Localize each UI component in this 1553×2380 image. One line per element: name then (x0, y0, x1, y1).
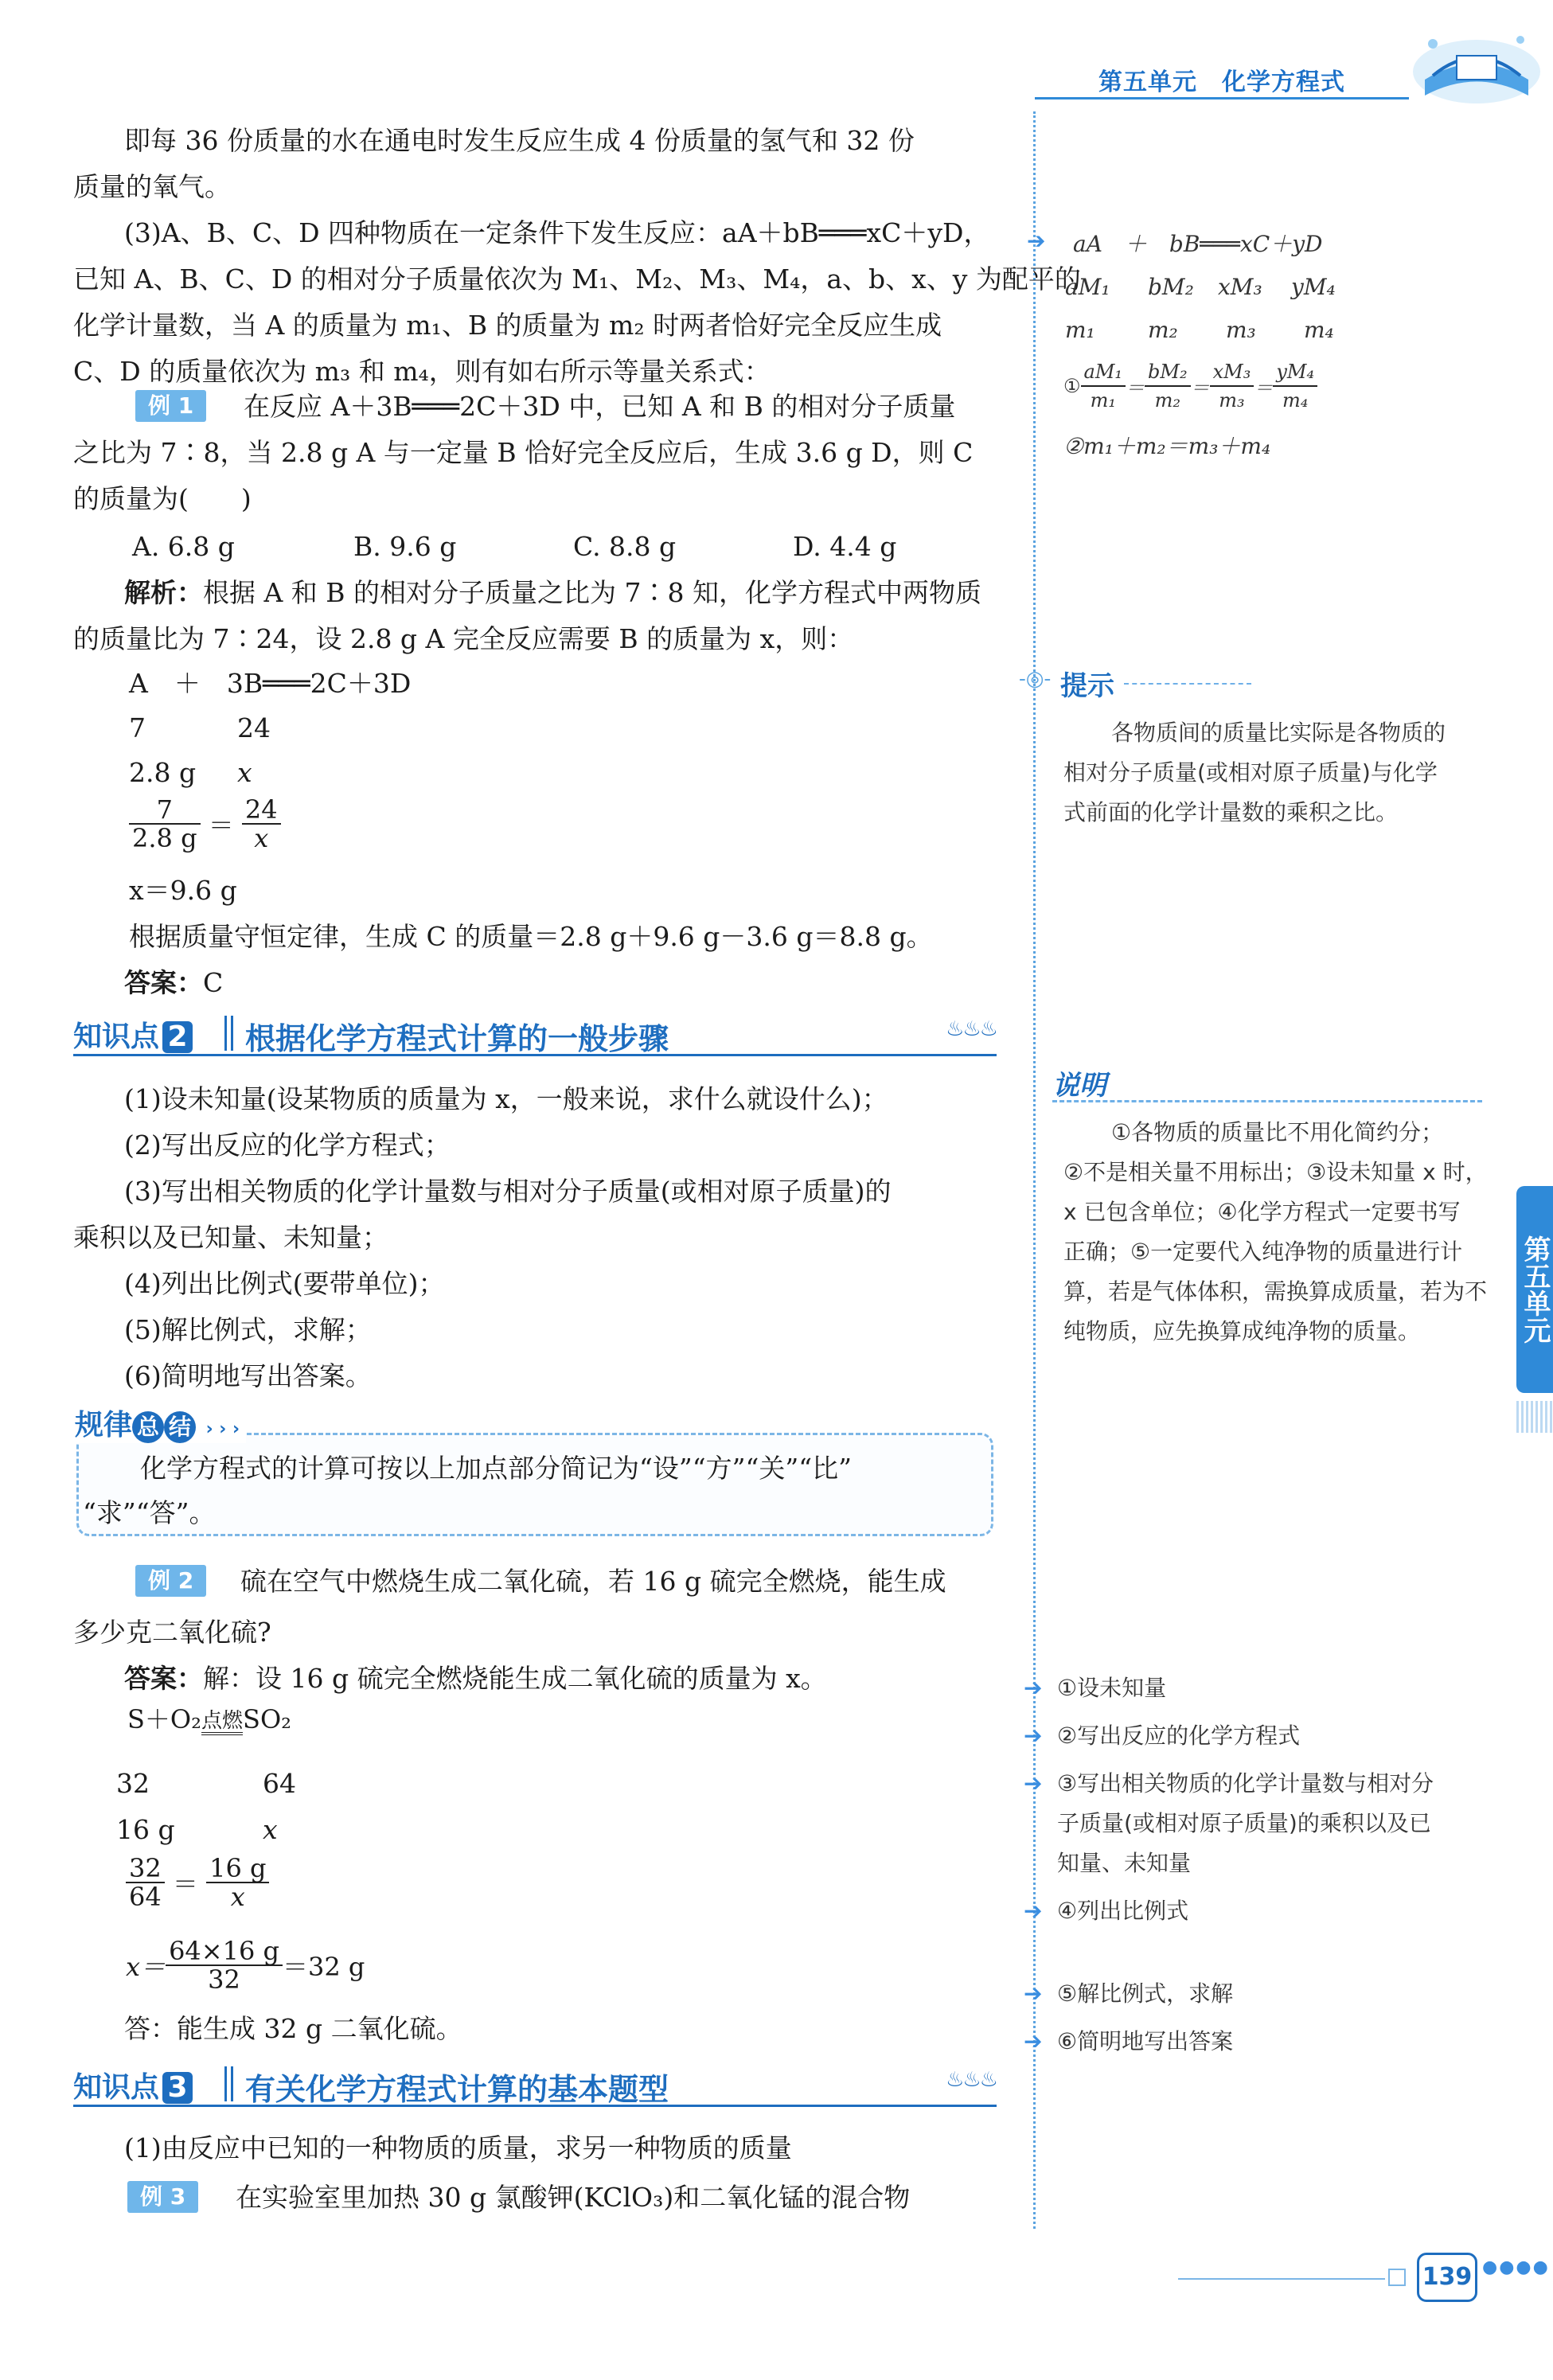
arrow-icon: ➔ (1024, 1980, 1043, 2007)
example-label: 例 1 (135, 390, 206, 422)
mass-value: 16 g (116, 1814, 175, 1845)
paragraph-line: (3)A、B、C、D 四种物质在一定条件下发生反应：aA＋bB═══xC＋yD， (124, 217, 990, 248)
side-step: ⑥简明地写出答案 (1057, 2028, 1234, 2054)
kp-title: 有关化学方程式计算的基本题型 (245, 2072, 669, 2107)
note-line: 正确；⑤一定要代入纯净物的质量进行计 (1063, 1239, 1463, 1265)
side-term: m₂ (1148, 317, 1178, 343)
arrow-icon: ➔ (1024, 2028, 1043, 2054)
footer-rule (1178, 2278, 1385, 2280)
summary-title: 规律 总 结 › › › (75, 1403, 246, 1443)
proportion: $\frac{7}{2.8 g}$ ＝ $\frac{24}{x}$ (129, 796, 281, 852)
arrow-icon: ➔ (1024, 1675, 1043, 1701)
step-line: 乘积以及已知量、未知量； (73, 1222, 388, 1253)
example-text: 硫在空气中燃烧生成二氧化硫，若 16 g 硫完全燃烧，能生成 (240, 1566, 946, 1597)
example-text: 之比为 7∶8，当 2.8 g A 与一定量 B 恰好完全反应后，生成 3.6 g D，则 C (73, 437, 974, 468)
step-line: (4)列出比例式(要带单位)； (124, 1268, 445, 1299)
side-step: 知量、未知量 (1057, 1850, 1192, 1876)
header-rule (1035, 97, 1409, 99)
paragraph-line: 即每 36 份质量的水在通电时发生反应生成 4 份质量的氢气和 32 份 (124, 125, 915, 156)
kp-prefix: 知识点 2 (73, 1014, 193, 1051)
kp-prefix: 知识点 3 (73, 2065, 193, 2101)
proportion: $\frac{32}{64}$ ＝ $\frac{16 g}{x}$ (126, 1855, 269, 1910)
reaction-equation: S＋O₂ 点燃 SO₂ (127, 1704, 291, 1734)
tip-line: 各物质间的质量比实际是各物质的 (1111, 720, 1446, 746)
option-c: C. 8.8 g (573, 531, 677, 562)
conclusion: 根据质量守恒定律，生成 C 的质量＝2.8 g＋9.6 g－3.6 g＝8.8 g。 (129, 921, 933, 952)
arrow-icon: ➔ (1027, 228, 1046, 254)
side-term: m₄ (1304, 317, 1334, 343)
step-line: (1)设未知量(设某物质的质量为 x，一般来说，求什么就设什么)； (124, 1083, 888, 1114)
side-equation: aA ＋ bB═══xC＋yD (1073, 231, 1323, 257)
solution: x＝ $\frac{64\times 16 g}{32}$ ＝32 g (126, 1936, 365, 1995)
paragraph-line: C、D 的质量依次为 m₃ 和 m₄，则有如右所示等量关系式： (73, 356, 771, 387)
book-illustration-icon (1409, 24, 1544, 111)
paragraph-line: 已知 A、B、C、D 的相对分子质量依次为 M₁、M₂、M₃、M₄，a、b、x、y 为配平的 (73, 263, 1081, 295)
unit-title: 第五单元 化学方程式 (1098, 68, 1345, 96)
tip-line: 式前面的化学计量数的乘积之比。 (1063, 799, 1399, 825)
mass-value: 2.8 g (129, 757, 197, 788)
side-step: ②写出反应的化学方程式 (1057, 1723, 1301, 1749)
side-step: ⑤解比例式，求解 (1057, 1980, 1234, 2007)
step-line: (5)解比例式，求解； (124, 1314, 372, 1345)
answer-line: 答案：C (124, 967, 224, 998)
example-label: 例 2 (135, 1565, 206, 1597)
note-line: x 已包含单位；④化学方程式一定要书写 (1063, 1199, 1461, 1225)
tip-marker-icon: -◎- (1019, 667, 1052, 691)
side-step: 子质量(或相对原子质量)的乘积以及已 (1057, 1810, 1431, 1836)
side-term: yM₄ (1291, 274, 1336, 300)
tip-line: 相对分子质量(或相对原子质量)与化学 (1063, 759, 1438, 786)
note-line: 纯物质，应先换算成纯净物的质量。 (1063, 1318, 1421, 1344)
final-answer: 答：能生成 32 g 二氧化硫。 (124, 2013, 462, 2044)
analysis-line: 解析：根据 A 和 B 的相对分子质量之比为 7∶8 知，化学方程式中两物质 (124, 577, 982, 608)
side-step: ③写出相关物质的化学计量数与相对分 (1057, 1770, 1434, 1797)
paragraph-line: 质量的氧气。 (73, 171, 231, 202)
equation: A ＋ 3B═══2C＋3D (129, 668, 412, 699)
analysis-line: 的质量比为 7∶24，设 2.8 g A 完全反应需要 B 的质量为 x，则： (73, 623, 854, 654)
note-line: 算，若是气体体积，需换算成质量，若为不 (1063, 1278, 1488, 1305)
note-line: ②不是相关量不用标出；③设未知量 x 时， (1063, 1159, 1488, 1185)
tip-title: 提示 (1060, 670, 1114, 702)
option-b: B. 9.6 g (353, 531, 457, 562)
side-term: aM₁ (1065, 274, 1110, 300)
ratio-value: 64 (263, 1768, 296, 1799)
question-type: (1)由反应中已知的一种物质的质量，求另一种物质的质量 (124, 2132, 792, 2163)
flame-icon: ♨♨♨ (946, 1017, 997, 1041)
result: x＝9.6 g (129, 875, 237, 906)
side-term: m₁ (1065, 317, 1095, 343)
side-step: ①设未知量 (1057, 1675, 1167, 1701)
mass-value: x (263, 1814, 278, 1845)
example-label: 例 3 (127, 2181, 198, 2213)
ratio-value: 24 (237, 712, 271, 743)
mass-value: x (237, 757, 252, 788)
step-line: (2)写出反应的化学方程式； (124, 1130, 451, 1161)
example-text: 多少克二氧化硫? (73, 1617, 271, 1648)
summary-text: 化学方程式的计算可按以上加点部分简记为“设”“方”“关”“比” (140, 1453, 852, 1484)
knowledge-point-3-header (73, 2062, 997, 2107)
flame-icon: ♨♨♨ (946, 2068, 997, 2092)
side-term: bM₂ (1148, 274, 1194, 300)
example-text: 的质量为( ) (73, 483, 252, 514)
example-text: 在反应 A＋3B═══2C＋3D 中，已知 A 和 B 的相对分子质量 (244, 391, 956, 422)
side-relation-2: ②m₁＋m₂＝m₃＋m₄ (1063, 433, 1271, 459)
side-step: ④列出比例式 (1057, 1898, 1189, 1924)
page-number: 139 (1417, 2253, 1477, 2302)
knowledge-point-2-header (73, 1011, 997, 1056)
option-d: D. 4.4 g (793, 531, 897, 562)
example-text: 在实验室里加热 30 g 氯酸钾(KClO₃)和二氧化锰的混合物 (236, 2182, 911, 2213)
note-line: ①各物质的质量比不用化简约分； (1111, 1119, 1444, 1145)
side-term: m₃ (1226, 317, 1256, 343)
step-line: (3)写出相关物质的化学计量数与相对分子质量(或相对原子质量)的 (124, 1176, 892, 1207)
unit-side-tab: 第五单元 (1516, 1186, 1553, 1393)
arrow-icon: ➔ (1024, 1723, 1043, 1749)
arrow-icon: ➔ (1024, 1898, 1043, 1924)
paragraph-line: 化学计量数，当 A 的质量为 m₁、B 的质量为 m₂ 时两者恰好完全反应生成 (73, 310, 942, 341)
summary-text: “求”“答”。 (83, 1497, 216, 1528)
step-line: (6)简明地写出答案。 (124, 1360, 372, 1391)
footer-dots-icon: ●●●● (1482, 2257, 1550, 2277)
arrow-icon: ➔ (1024, 1770, 1043, 1797)
footer-square-icon (1388, 2269, 1406, 2286)
kp-title: 根据化学方程式计算的一般步骤 (245, 1021, 669, 1056)
side-relation-1: ① $\frac{\text{aM₁}}{\text{m₁}}$ ＝ $\frac{\text{bM₂}}{\text{m₂}}$ ＝ $\frac{\text{xM₃}}{\text{m₃}}$ ＝ $\frac{\text{yM₄}}{\text{m₄}}$ (1063, 358, 1317, 414)
side-term: xM₃ (1218, 274, 1262, 300)
option-a: A. 6.8 g (132, 531, 235, 562)
ratio-value: 32 (116, 1768, 150, 1799)
note-title: 说明 (1052, 1070, 1106, 1102)
ratio-value: 7 (129, 712, 146, 743)
answer-line: 答案：解：设 16 g 硫完全燃烧能生成二氧化硫的质量为 x。 (124, 1663, 827, 1694)
tab-strip (1516, 1401, 1553, 1433)
